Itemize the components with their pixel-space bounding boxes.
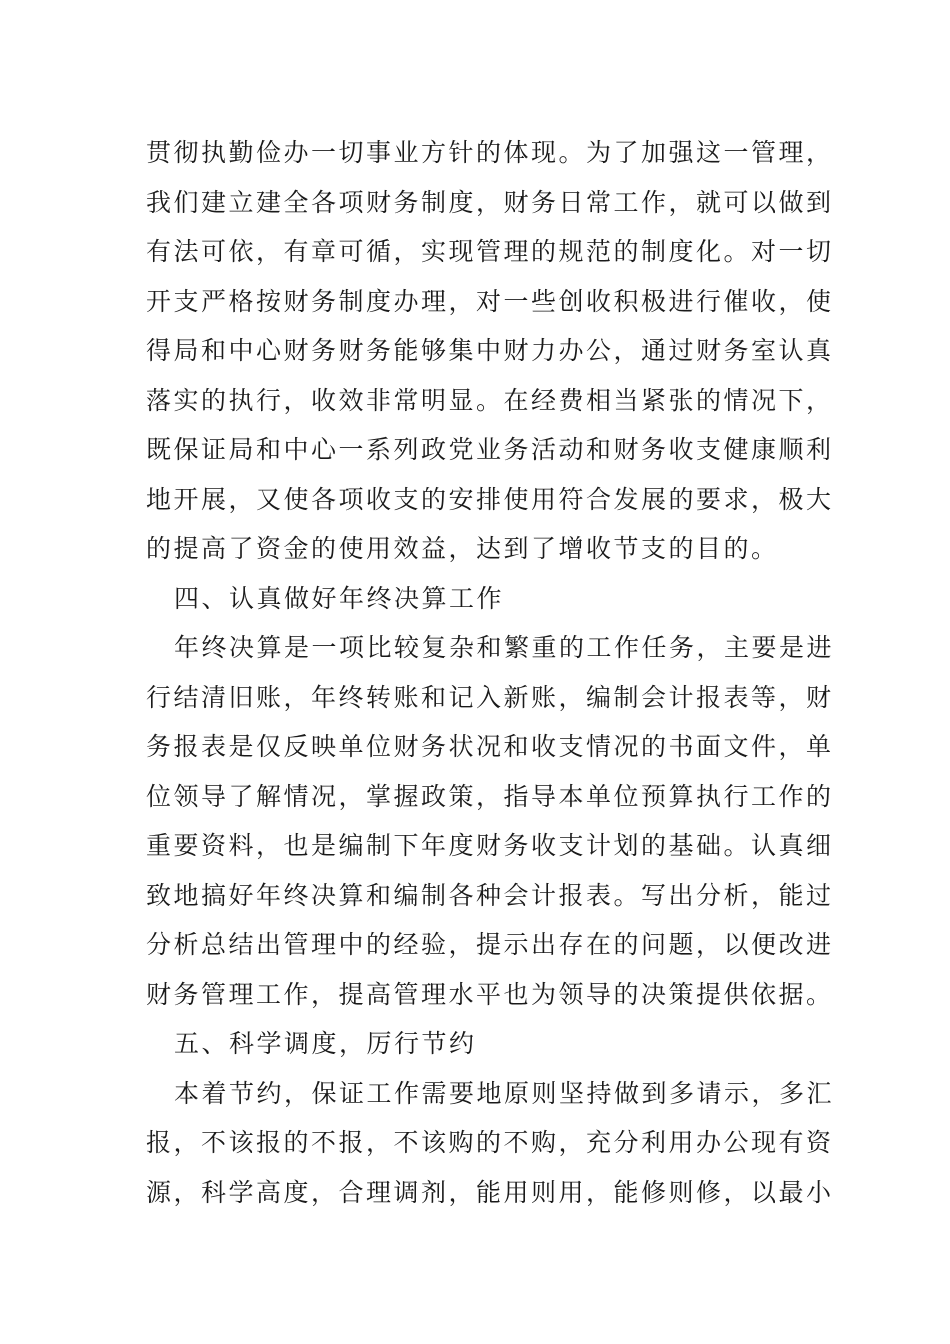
section-heading: 四、认真做好年终决算工作 — [174, 583, 505, 613]
paragraph-line: 的提高了资金的使用效益，达到了增收节支的目的。 — [146, 534, 779, 563]
paragraph-line: 得局和中心财务财务能够集中财力办公，通过财务室认真 — [146, 336, 834, 365]
paragraph-line: 有法可依，有章可循，实现管理的规范的制度化。对一切 — [146, 237, 834, 266]
section-heading: 五、科学调度，厉行节约 — [174, 1029, 477, 1058]
paragraph-line: 报，不该报的不报，不该购的不购，充分利用办公现有资 — [146, 1128, 834, 1157]
paragraph-line: 致地搞好年终决算和编制各种会计报表。写出分析，能过 — [146, 880, 834, 910]
paragraph-line: 地开展，又使各项收支的安排使用符合发展的要求，极大 — [146, 484, 834, 514]
paragraph-line: 源，科学高度，合理调剂，能用则用，能修则修，以最小 — [146, 1177, 834, 1207]
paragraph-line: 我们建立建全各项财务制度，财务日常工作，就可以做到 — [146, 187, 834, 217]
paragraph-line: 位领导了解情况，掌握政策，指导本单位预算执行工作的 — [146, 781, 834, 811]
paragraph-line: 年终决算是一项比较复杂和繁重的工作任务，主要是进 — [174, 633, 835, 662]
document-body — [146, 128, 835, 1217]
paragraph-line: 既保证局和中心一系列政党业务活动和财务收支健康顺利 — [146, 435, 834, 464]
paragraph-line: 本着节约，保证工作需要地原则坚持做到多请示，多汇 — [174, 1078, 835, 1108]
paragraph-line: 重要资料，也是编制下年度财务收支计划的基础。认真细 — [146, 831, 834, 860]
paragraph-line: 落实的执行，收效非常明显。在经费相当紧张的情况下， — [146, 385, 834, 415]
paragraph-line: 财务管理工作，提高管理水平也为领导的决策提供依据。 — [146, 979, 834, 1009]
paragraph-line: 开支严格按财务制度办理，对一些创收积极进行催收，使 — [146, 286, 834, 316]
paragraph-line: 务报表是仅反映单位财务状况和收支情况的书面文件，单 — [146, 732, 834, 761]
paragraph-line: 贯彻执勤俭办一切事业方针的体现。为了加强这一管理， — [146, 138, 834, 167]
paragraph-line: 行结清旧账，年终转账和记入新账，编制会计报表等，财 — [146, 682, 834, 712]
paragraph-line: 分析总结出管理中的经验，提示出存在的问题，以便改进 — [146, 930, 834, 959]
